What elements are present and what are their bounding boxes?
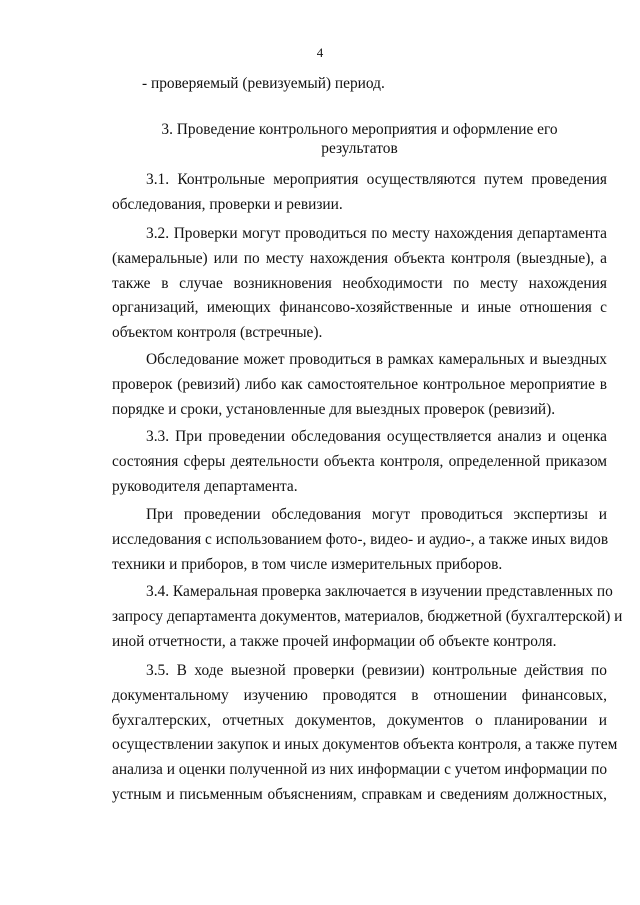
page-number: 4 [316,45,324,60]
paragraph-line: состояния сферы деятельности объекта контроля, определенной приказом [112,452,607,470]
paragraph-expertise [112,503,607,577]
paragraph-line: объектом контроля (встречные). [112,324,323,342]
paragraph-line: 3.5. В ходе выезной проверки (ревизии) контрольные действия по [146,662,607,679]
paragraph-line: 3.3. При проведении обследования осуществляется анализ и оценка [146,428,607,445]
paragraph-line: бухгалтерских, отчетных документов, документов о планировании и [112,711,607,729]
paragraph-3-3 [112,425,607,499]
paragraph-line: техники и приборов, в том числе измерительных приборов. [112,555,503,573]
paragraph-line: исследования с использованием фото-, видео- и аудио-, а также иных видов [112,530,609,548]
paragraph-line: руководителя департамента. [112,477,298,495]
paragraph-line: порядке и сроки, установленные для выездных проверок (ревизий). [112,400,556,418]
paragraph-3-1 [112,168,607,218]
paragraph-3-2 [112,222,607,346]
paragraph-line: 3.4. Камеральная проверка заключается в изучении представленных по [146,583,613,600]
paragraph-line: обследования, проверки и ревизии. [112,195,343,213]
section-heading-line-2: результатов [321,140,398,157]
section-heading-line-1: 3. Проведение контрольного мероприятия и оформление его [161,121,558,138]
paragraph-line: Обследование может проводиться в рамках камеральных и выездных [146,351,607,368]
paragraph-line: устным и письменным объяснениям, справкам и сведениям должностных, [112,785,607,803]
paragraph-line: иной отчетности, а также прочей информации об объекте контроля. [112,632,557,650]
paragraph-line: организаций, имеющих финансово-хозяйственные и иные отношения с [112,299,607,317]
paragraph-3-4 [112,580,623,654]
paragraph-line: (камеральные) или по месту нахождения объекта контроля (выездные), а [112,249,607,267]
intro-line: - проверяемый (ревизуемый) период. [142,75,385,92]
paragraph-line: также в случае возникновения необходимости по месту нахождения [112,274,607,292]
paragraph-3-5 [112,659,618,808]
paragraph-line: При проведении обследования могут проводиться экспертизы и [146,506,607,523]
paragraph-line: 3.2. Проверки могут проводиться по месту нахождения департамента [146,225,607,242]
intro-line-block [112,72,607,97]
paragraph-line: документальному изучению проводятся в отношении финансовых, [112,686,607,704]
paragraph-line: анализа и оценки полученной из них информации с учетом информации по [112,761,608,779]
paragraph-line: осуществлении закупок и иных документов объекта контроля, а также путем [112,736,618,754]
paragraph-line: запросу департамента документов, материалов, бюджетной (бухгалтерской) и [112,607,623,625]
paragraph-line: проверок (ревизий) либо как самостоятельное контрольное мероприятие в [112,375,607,393]
paragraph-line: 3.1. Контрольные мероприятия осуществляются путем проведения [146,171,607,188]
paragraph-survey [112,348,607,422]
section-heading [112,120,607,158]
